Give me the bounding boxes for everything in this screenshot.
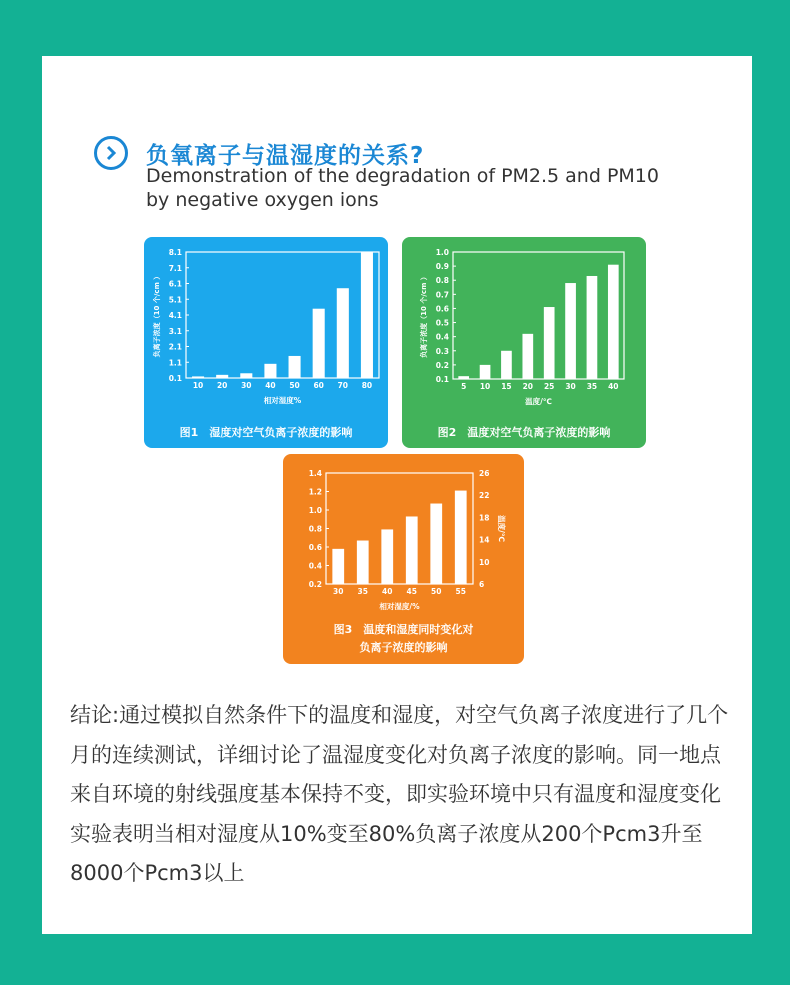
y-tick-label: 0.2 <box>308 580 322 589</box>
y-tick-label: 0.1 <box>435 375 449 384</box>
y2-tick-label: 14 <box>479 535 490 545</box>
bar <box>608 265 619 379</box>
y-tick-label: 0.6 <box>308 543 322 552</box>
bar <box>216 375 228 378</box>
bar <box>406 516 418 584</box>
y-tick-label: 5.1 <box>168 295 182 305</box>
y-tick-label: 0.1 <box>168 374 182 383</box>
x-tick-label: 50 <box>289 381 300 390</box>
y-tick-label: 1.4 <box>308 469 322 478</box>
y-tick-label: 0.8 <box>308 524 322 534</box>
x-tick-label: 10 <box>192 381 204 390</box>
y-tick-label: 0.4 <box>435 332 449 342</box>
bar <box>240 373 252 378</box>
plot-frame <box>326 473 473 584</box>
x-tick-label: 55 <box>455 587 466 596</box>
chart-1-svg <box>144 237 388 448</box>
x-axis-label: 相对湿度% <box>263 396 302 405</box>
y2-axis-label: 温度/℃ <box>497 515 506 542</box>
y-tick-label: 1.0 <box>435 248 449 257</box>
x-tick-label: 10 <box>479 382 491 391</box>
y-tick-label: 6.1 <box>168 279 182 289</box>
y2-tick-label: 6 <box>479 580 485 589</box>
y2-tick-label: 10 <box>479 557 490 567</box>
chart-3-caption-line1: 图3 温度和湿度同时变化对 <box>333 623 474 636</box>
x-tick-label: 60 <box>313 381 324 390</box>
y-tick-label: 7.1 <box>168 263 182 273</box>
bar <box>587 276 598 379</box>
chart-3-caption-line2: 负离子浓度的影响 <box>359 641 448 654</box>
bar <box>313 309 325 378</box>
y-tick-label: 0.4 <box>308 561 322 571</box>
bar <box>480 365 491 379</box>
bar <box>192 376 204 378</box>
x-tick-label: 30 <box>565 382 576 391</box>
y-tick-label: 0.3 <box>435 346 449 356</box>
x-tick-label: 50 <box>431 587 442 596</box>
bar <box>337 288 349 378</box>
chart-card-1 <box>144 237 388 448</box>
bar <box>565 283 576 379</box>
bar <box>501 351 512 379</box>
y-axis-label: 负离子浓度（10 个/cm ） <box>420 273 428 358</box>
section-subtitle: Demonstration of the degradation of PM2.5 and PM10 by negative oxygen ions <box>146 165 659 211</box>
bar <box>361 252 373 378</box>
y-tick-label: 0.7 <box>435 290 449 300</box>
x-tick-label: 30 <box>241 381 252 390</box>
y-tick-label: 0.5 <box>435 318 449 328</box>
y-tick-label: 3.1 <box>168 326 182 336</box>
bar <box>458 376 469 379</box>
x-tick-label: 15 <box>501 382 512 391</box>
x-tick-label: 70 <box>337 381 349 390</box>
x-tick-label: 5 <box>461 382 467 391</box>
plot-frame <box>186 252 379 378</box>
y-tick-label: 1.1 <box>168 358 182 368</box>
y-axis-label: 负离子浓度（10 个/cm ） <box>153 272 161 358</box>
x-tick-label: 80 <box>361 381 373 390</box>
x-tick-label: 35 <box>357 587 368 596</box>
bar <box>544 307 555 379</box>
x-tick-label: 40 <box>382 587 393 596</box>
y2-tick-label: 26 <box>479 469 490 478</box>
y-tick-label: 0.6 <box>435 304 449 314</box>
x-tick-label: 35 <box>586 382 598 391</box>
y-tick-label: 1.0 <box>308 506 322 515</box>
bar <box>455 491 467 584</box>
x-tick-label: 25 <box>543 382 555 391</box>
conclusion-text: 结论:通过模拟自然条件下的温度和湿度，对空气负离子浓度进行了几个月的连续测试，详细讨论了温湿度变化对负离子浓度的影响。同一地点来自环境的射线强度基本保持不变，即实验环境中只有温度和湿度变化实验表明当相对湿度从10%变至80%负离子浓度从200个Pcm3升至8000个Pcm3以上 <box>70 703 729 885</box>
chart-1-caption: 图1 湿度对空气负离子浓度的影响 <box>179 426 353 439</box>
bar <box>430 504 442 584</box>
x-tick-label: 20 <box>522 382 534 391</box>
x-tick-label: 30 <box>333 587 344 596</box>
x-tick-label: 20 <box>216 381 228 390</box>
bar <box>332 549 344 584</box>
bar <box>357 541 369 584</box>
x-tick-label: 40 <box>265 381 276 390</box>
heading-icon-wrap <box>94 136 128 170</box>
chevron-right-circle-icon <box>94 136 128 170</box>
bar <box>381 529 393 584</box>
y-tick-label: 2.1 <box>168 342 182 352</box>
chart-card-3 <box>283 454 524 664</box>
x-tick-label: 45 <box>406 587 417 596</box>
bar <box>522 334 533 379</box>
y2-tick-label: 22 <box>479 491 490 501</box>
plot-frame <box>453 252 624 379</box>
x-axis-label: 温度/℃ <box>525 397 552 406</box>
y-tick-label: 0.8 <box>435 276 449 286</box>
chart-2-svg <box>402 237 646 448</box>
x-axis-label: 相对湿度/% <box>379 602 420 611</box>
chart-card-2 <box>402 237 646 448</box>
y-tick-label: 0.2 <box>435 360 449 370</box>
x-tick-label: 40 <box>608 382 619 391</box>
y-tick-label: 1.2 <box>308 487 322 497</box>
y-tick-label: 4.1 <box>168 311 182 320</box>
y2-tick-label: 18 <box>479 513 490 523</box>
y-tick-label: 0.9 <box>435 262 449 272</box>
bar <box>289 356 301 378</box>
chart-2-caption: 图2 温度对空气负离子浓度的影响 <box>437 426 611 439</box>
bar <box>264 364 276 378</box>
section-title: 负氧离子与温湿度的关系? <box>146 143 425 169</box>
y-tick-label: 8.1 <box>168 248 182 257</box>
